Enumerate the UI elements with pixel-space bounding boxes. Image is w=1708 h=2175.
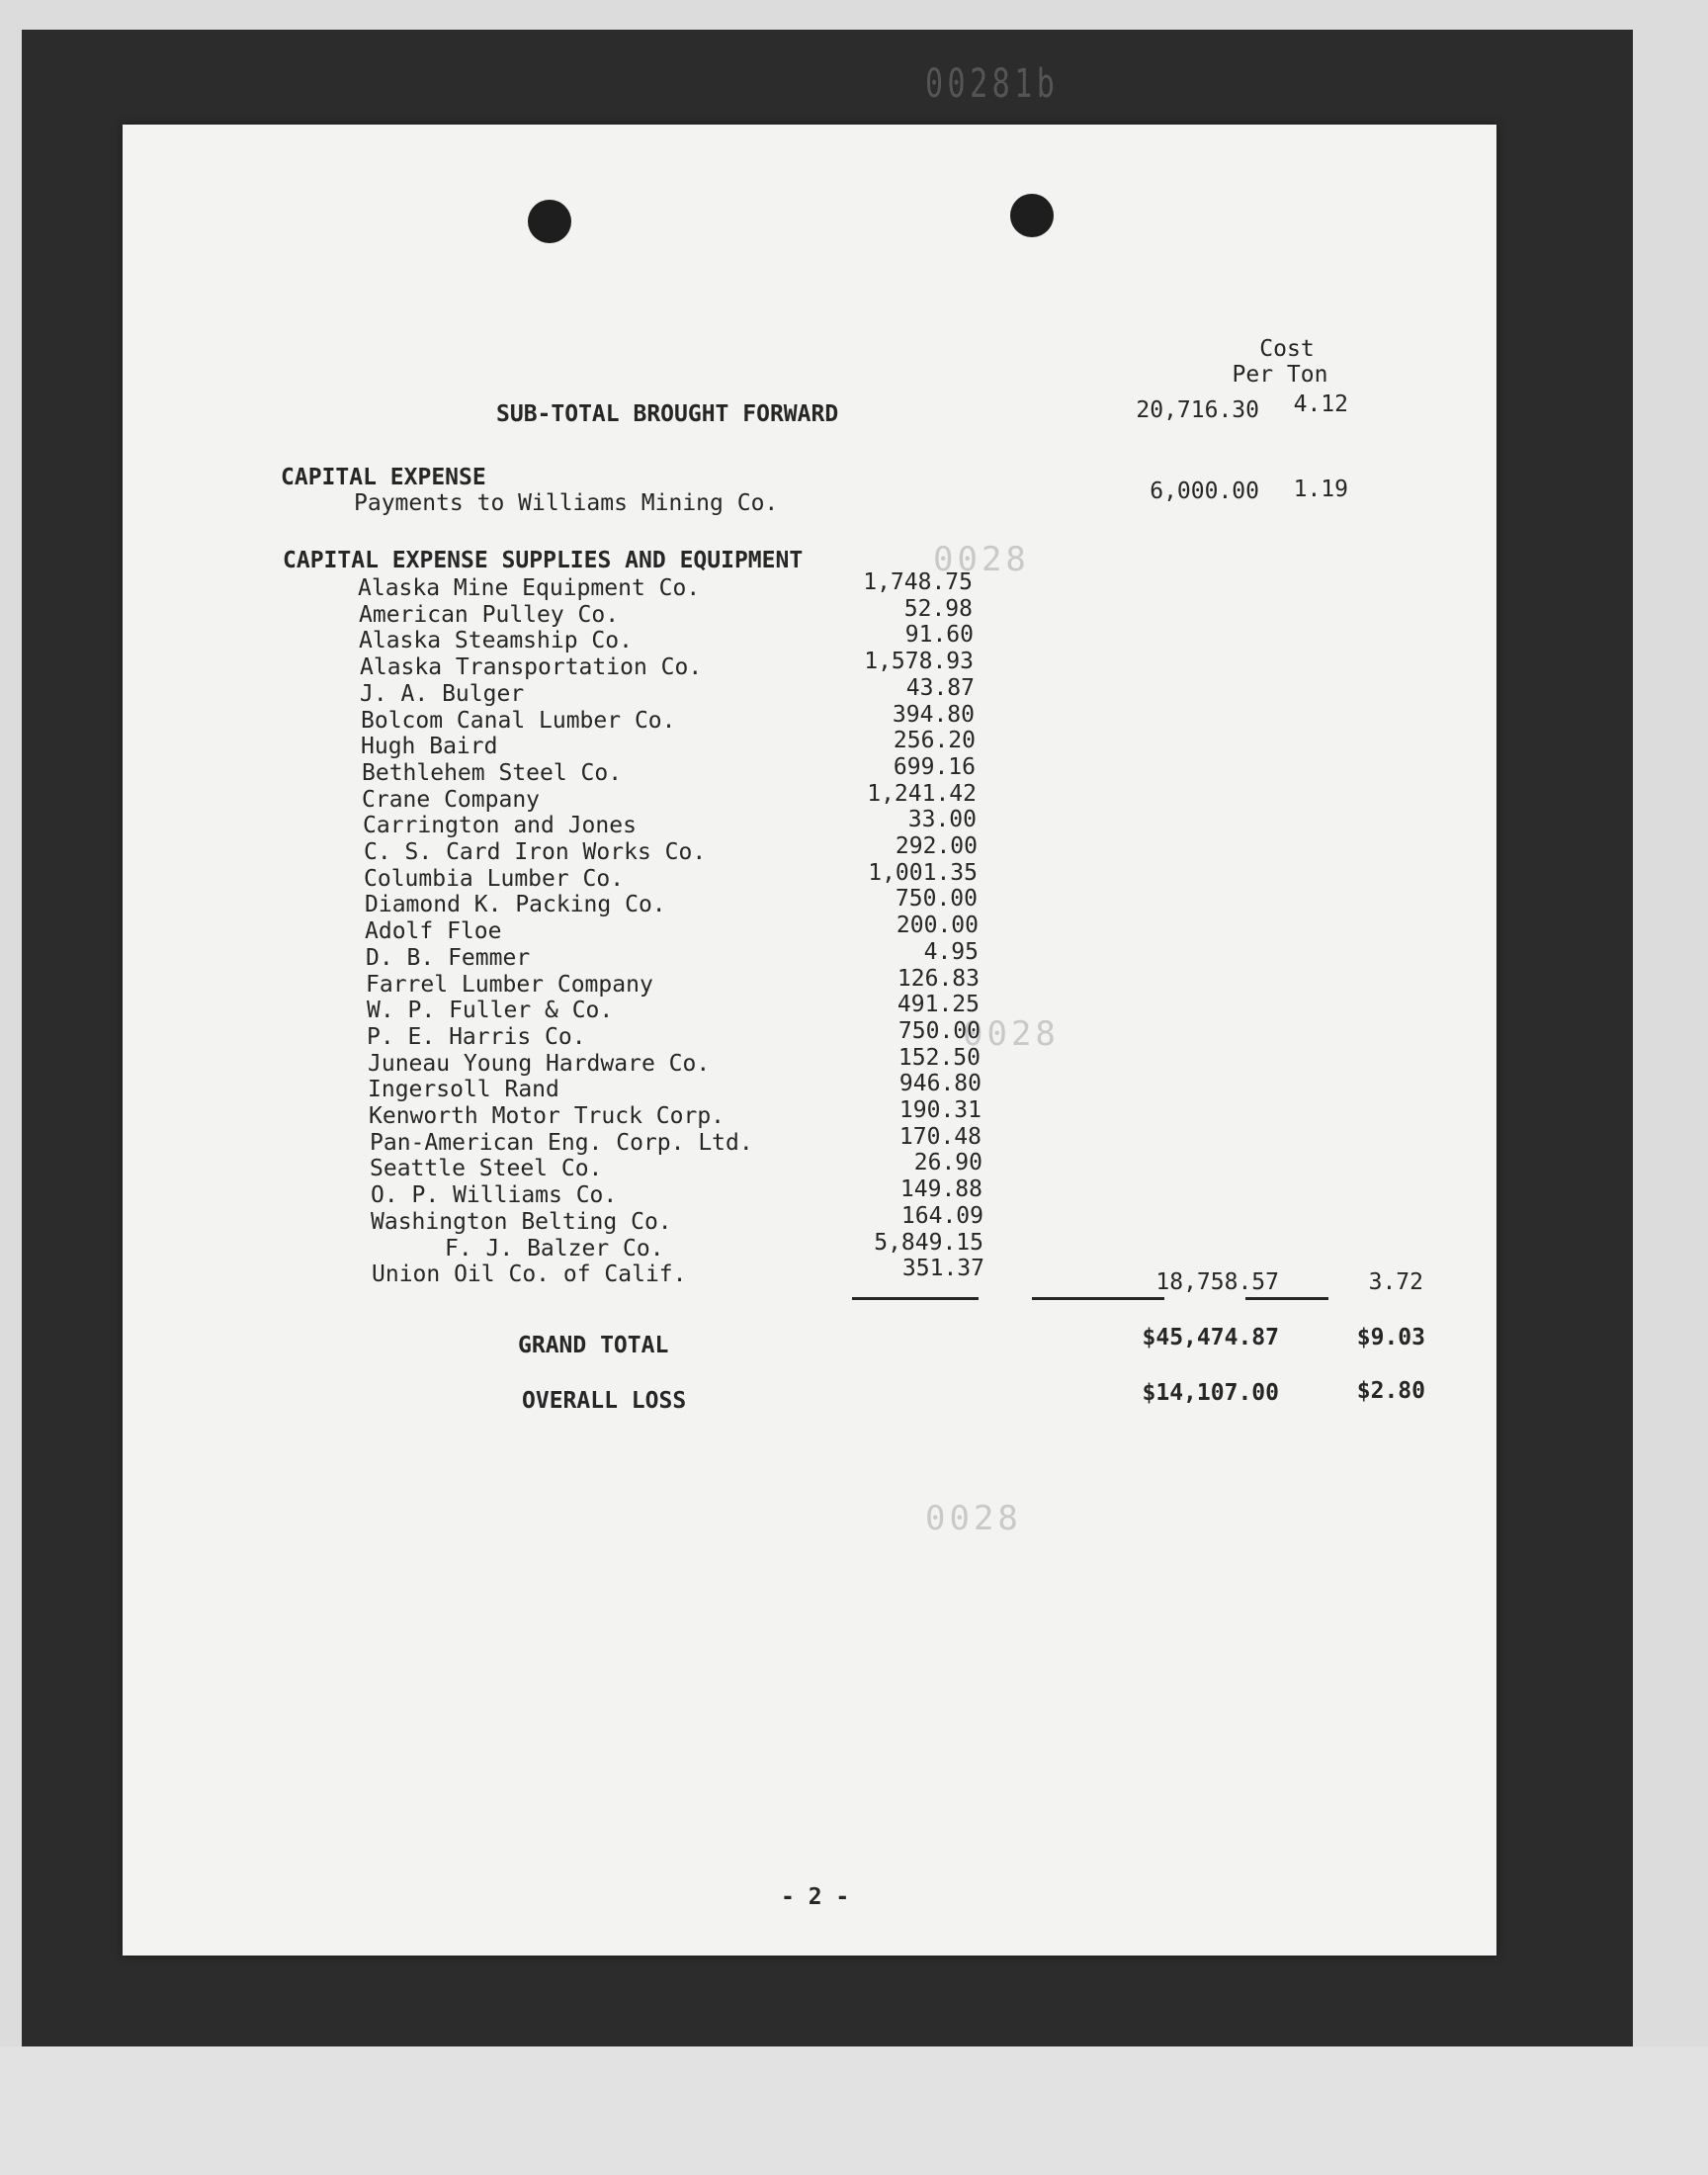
punch-hole-right xyxy=(1010,194,1054,237)
vendor-amount: 394.80 xyxy=(892,702,975,728)
vendor-amount: 4.95 xyxy=(923,939,979,965)
capital-expense-heading: CAPITAL EXPENSE xyxy=(281,465,486,490)
bleed-through-mark: 0028 xyxy=(963,1014,1060,1054)
page-number: - 2 - xyxy=(781,1884,850,1910)
vendor-name: Union Oil Co. of Calif. xyxy=(372,1262,687,1287)
grand-total-amount: $45,474.87 xyxy=(1142,1325,1279,1350)
vendor-amount: 190.31 xyxy=(898,1097,982,1123)
capital-expense-item-amount: 6,000.00 xyxy=(1150,478,1259,504)
subtotal-per-ton: 4.12 xyxy=(1293,392,1348,417)
vendor-name: F. J. Balzer Co. xyxy=(445,1236,664,1262)
supplies-per-ton-underline xyxy=(1245,1297,1328,1300)
supplies-total-amount: 18,758.57 xyxy=(1155,1269,1279,1295)
subtotal-amount: 20,716.30 xyxy=(1136,397,1259,423)
vendor-amount: 292.00 xyxy=(895,833,978,859)
vendor-name: Alaska Steamship Co. xyxy=(359,628,633,653)
vendor-name: Alaska Mine Equipment Co. xyxy=(358,575,701,601)
grand-total-per-ton: $9.03 xyxy=(1356,1325,1425,1350)
vendor-name: D. B. Femmer xyxy=(366,945,531,971)
overall-loss-amount: $14,107.00 xyxy=(1142,1380,1279,1406)
vendor-amount: 52.98 xyxy=(903,596,973,622)
vendor-amount: 491.25 xyxy=(897,992,980,1017)
supplies-heading: CAPITAL EXPENSE SUPPLIES AND EQUIPMENT xyxy=(283,548,804,573)
vendor-amount: 750.00 xyxy=(895,886,978,912)
vendor-amount: 351.37 xyxy=(901,1256,984,1281)
vendor-name: American Pulley Co. xyxy=(359,602,620,628)
bleed-through-mark: 0028 xyxy=(933,540,1030,579)
vendor-name: Pan-American Eng. Corp. Ltd. xyxy=(370,1130,753,1156)
vendor-amount: 126.83 xyxy=(897,966,980,992)
vendor-name: Seattle Steel Co. xyxy=(370,1156,603,1181)
vendor-amount: 149.88 xyxy=(899,1176,982,1202)
vendor-amount: 1,748.75 xyxy=(863,569,973,595)
supplies-column-underline xyxy=(852,1297,979,1300)
vendor-amount: 152.50 xyxy=(897,1045,981,1071)
vendor-name: W. P. Fuller & Co. xyxy=(367,998,614,1023)
vendor-name: Diamond K. Packing Co. xyxy=(365,892,666,917)
scan-margin xyxy=(0,2046,1708,2175)
vendor-name: C. S. Card Iron Works Co. xyxy=(364,839,707,865)
vendor-name: Juneau Young Hardware Co. xyxy=(368,1051,711,1077)
vendor-amount: 43.87 xyxy=(905,675,975,701)
cost-per-ton-header-line2: Per Ton xyxy=(1232,362,1328,388)
vendor-name: J. A. Bulger xyxy=(360,681,525,707)
vendor-amount: 5,849.15 xyxy=(874,1230,983,1256)
vendor-name: Farrel Lumber Company xyxy=(366,972,653,998)
vendor-amount: 26.90 xyxy=(913,1150,982,1175)
capital-expense-item-per-ton: 1.19 xyxy=(1293,477,1348,502)
vendor-name: P. E. Harris Co. xyxy=(367,1024,586,1050)
vendor-name: Ingersoll Rand xyxy=(368,1077,559,1102)
vendor-amount: 1,578.93 xyxy=(864,649,974,674)
vendor-amount: 1,001.35 xyxy=(868,860,978,886)
vendor-name: Bethlehem Steel Co. xyxy=(362,760,623,786)
vendor-amount: 164.09 xyxy=(900,1203,983,1229)
bleed-through-mark: 0028 xyxy=(925,1499,1022,1538)
document-page xyxy=(123,125,1496,1956)
vendor-name: Hugh Baird xyxy=(361,734,498,759)
vendor-amount: 750.00 xyxy=(897,1018,981,1044)
overall-loss-label: OVERALL LOSS xyxy=(522,1388,687,1414)
supplies-total-underline xyxy=(1032,1297,1164,1300)
vendor-amount: 91.60 xyxy=(904,622,974,648)
punch-hole-left xyxy=(528,200,571,243)
vendor-name: Columbia Lumber Co. xyxy=(364,866,625,892)
vendor-name: O. P. Williams Co. xyxy=(371,1182,618,1208)
document-stamp-number: 00281b xyxy=(925,61,1060,107)
capital-expense-item-label: Payments to Williams Mining Co. xyxy=(354,490,779,516)
cost-per-ton-header-line1: Cost xyxy=(1259,336,1315,362)
vendor-amount: 170.48 xyxy=(898,1124,982,1150)
vendor-amount: 1,241.42 xyxy=(867,781,977,807)
vendor-name: Kenworth Motor Truck Corp. xyxy=(369,1103,726,1129)
vendor-amount: 946.80 xyxy=(898,1071,982,1096)
vendor-name: Bolcom Canal Lumber Co. xyxy=(361,708,676,734)
supplies-total-per-ton: 3.72 xyxy=(1368,1269,1423,1295)
subtotal-label: SUB-TOTAL BROUGHT FORWARD xyxy=(496,401,839,427)
vendor-name: Adolf Floe xyxy=(365,918,502,944)
vendor-name: Alaska Transportation Co. xyxy=(360,654,703,680)
vendor-name: Crane Company xyxy=(362,787,541,813)
vendor-amount: 200.00 xyxy=(896,913,979,938)
overall-loss-per-ton: $2.80 xyxy=(1356,1378,1425,1404)
vendor-amount: 33.00 xyxy=(907,807,977,832)
vendor-name: Carrington and Jones xyxy=(363,813,637,838)
vendor-amount: 256.20 xyxy=(893,728,976,753)
vendor-name: Washington Belting Co. xyxy=(371,1209,672,1235)
grand-total-label: GRAND TOTAL xyxy=(518,1333,669,1358)
vendor-amount: 699.16 xyxy=(893,754,976,780)
